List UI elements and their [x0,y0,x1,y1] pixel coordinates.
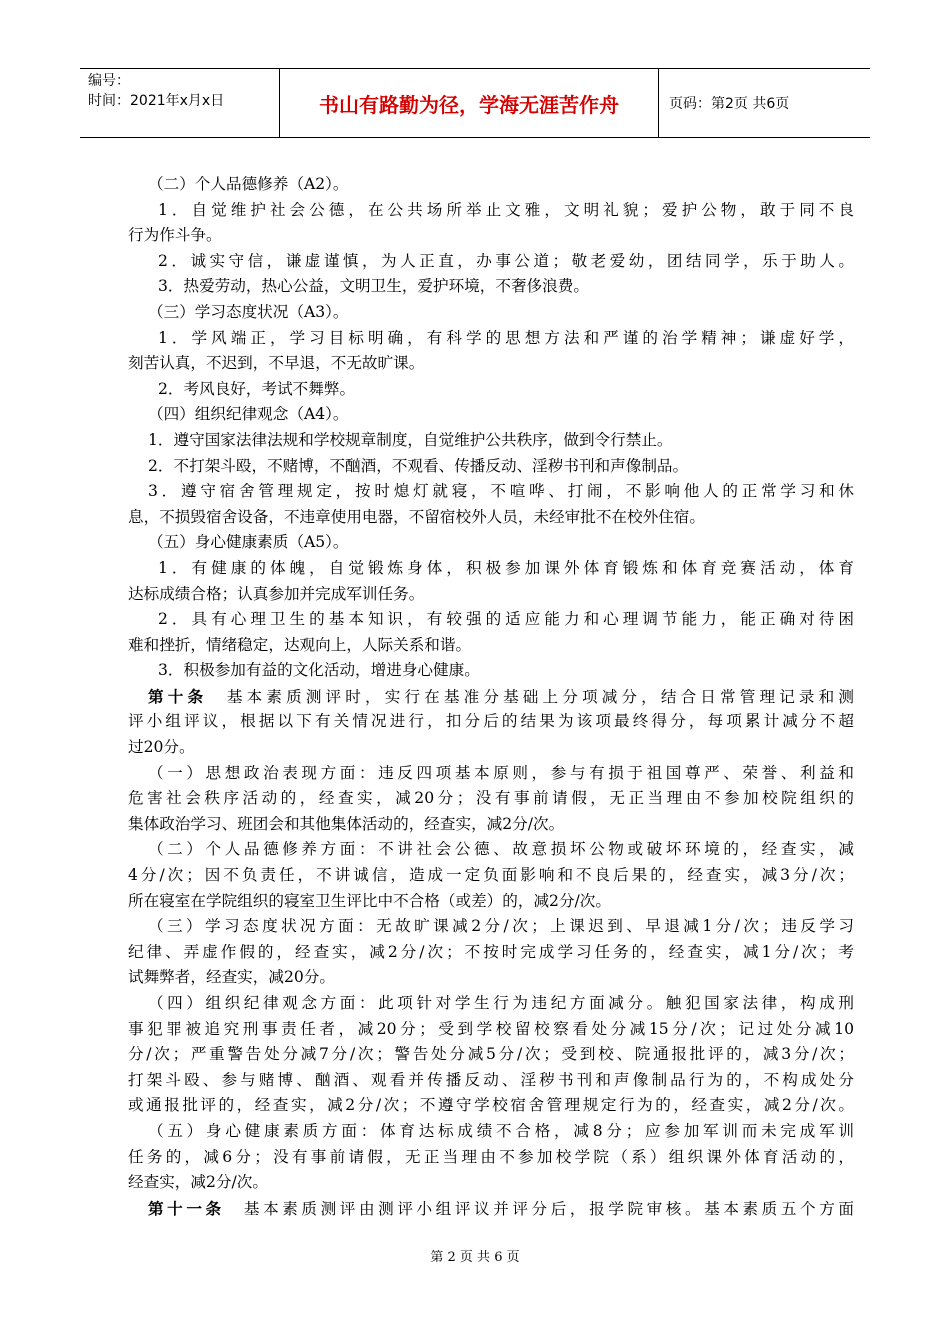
page-footer: 第 2 页 共 6 页 [430,1250,520,1265]
paragraph-line: 危害社会秩序活动的，经查实，减20分；没有事前请假，无正当理由不参加校院组织的 [128,789,854,808]
header-meta [80,69,280,137]
paragraph-line: 3．热爱劳动，热心公益，文明卫生，爱护环境，不奢侈浪费。 [158,277,589,296]
paragraph-line: 2．不打架斗殴，不赌博，不酗酒，不观看、传播反动、淫秽书刊和声像制品。 [148,456,689,475]
paragraph-line: 分/次；严重警告处分减7分/次；警告处分减5分/次；受到校、院通报批评的，减3分/次； [128,1045,854,1064]
section-heading: （二）个人品德修养（A2）。 [148,175,349,193]
paragraph-line: 1．自觉维护社会公德，在公共场所举止文雅，文明礼貌；爱护公物，敢于同不良 [158,200,854,219]
paragraph-line: 1．遵守国家法律法规和学校规章制度，自觉维护公共秩序，做到令行禁止。 [148,430,673,449]
paragraph-line: 刻苦认真，不迟到，不早退，不无故旷课。 [128,354,425,373]
paragraph-line: （三）学习态度状况方面：无故旷课减2分/次；上课迟到、早退减1分/次；违反学习 [148,917,854,936]
paragraph-line: 事犯罪被追究刑事责任者，减20分；受到学校留校察看处分减15分/次；记过处分减10 [128,1019,854,1038]
article-10-text: 基本素质测评时，实行在基准分基础上分项减分，结合日常管理记录和测 [226,687,854,706]
paragraph-line: 行为作斗争。 [128,226,222,245]
page-header [80,68,870,138]
paragraph-line: 2．考风良好，考试不舞弊。 [158,379,356,398]
section-heading: （五）身心健康素质（A5）。 [148,533,349,552]
paragraph-line: 1．有健康的体魄，自觉锻炼身体，积极参加课外体育锻炼和体育竞赛活动，体育 [158,558,854,577]
article-11-first-line [128,1196,854,1222]
article-10-label: 第十条 [148,686,208,706]
paragraph-line: 或通报批评的，经查实，减2分/次；不遵守学校宿舍管理规定行为的，经查实，减2分/次。 [128,1096,854,1115]
article-11-text: 基本素质测评由测评小组评议并评分后，报学院审核。基本素质五个方面 [243,1199,854,1218]
paragraph-line: 所在寝室在学院组织的寝室卫生评比中不合格（或差）的，减2分/次。 [128,891,611,910]
paragraph-line: 2．诚实守信，谦虚谨慎，为人正直，办事公道；敬老爱幼，团结同学，乐于助人。 [158,251,854,270]
date-label: 时间：2021年x月x日 [88,93,225,109]
section-heading: （四）组织纪律观念（A4）。 [148,405,349,424]
page-label: 页码：第2页 共6页 [669,96,790,112]
paragraph-line: 难和挫折，情绪稳定，达观向上，人际关系和谐。 [128,635,472,654]
article-10-first-line [128,684,854,710]
paragraph-line: 打架斗殴、参与赌博、酗酒、观看并传播反动、淫秽书刊和声像制品行为的，不构成处分 [128,1070,854,1089]
paragraph-line: （一）思想政治表现方面：违反四项基本原则，参与有损于祖国尊严、荣誉、利益和 [148,763,854,782]
paragraph-line: 4分/次；因不负责任，不讲诚信，造成一定负面影响和不良后果的，经查实，减3分/次； [128,866,854,885]
document-body [128,172,854,1221]
paragraph-line: 达标成绩合格；认真参加并完成军训任务。 [128,584,425,603]
paragraph-line: （二）个人品德修养方面：不讲社会公德、故意损坏公物或破坏环境的，经查实，减 [148,840,854,859]
paragraph-line: （五）身心健康素质方面：体育达标成绩不合格，减8分；应参加军训而未完成军训 [148,1121,854,1140]
paragraph-line: 3．积极参加有益的文化活动，增进身心健康。 [158,661,480,680]
paragraph-line: （四）组织纪律观念方面：此项针对学生行为违纪方面减分。触犯国家法律，构成刑 [148,994,854,1012]
motto: 书山有路勤为径，学海无涯苦作舟 [280,69,659,137]
paragraph-line: 2．具有心理卫生的基本知识，有较强的适应能力和心理调节能力，能正确对待困 [158,610,854,629]
paragraph-line: 试舞弊者，经查实，减20分。 [128,968,335,987]
paragraph-line: 过20分。 [128,738,195,757]
paragraph-line: 经查实，减2分/次。 [128,1173,268,1192]
paragraph-line: 1．学风端正，学习目标明确，有科学的思想方法和严谨的治学精神；谦虚好学， [158,328,854,347]
serial-label: 编号： [88,73,130,89]
paragraph-line: 集体政治学习、班团会和其他集体活动的，经查实，减2分/次。 [128,814,565,833]
paragraph-line: 评小组评议，根据以下有关情况进行，扣分后的结果为该项最终得分，每项累计减分不超 [128,712,854,731]
paragraph-line: 3．遵守宿舍管理规定，按时熄灯就寝，不喧哗、打闹，不影响他人的正常学习和休 [148,482,854,501]
paragraph-line: 纪律、弄虚作假的，经查实，减2分/次；不按时完成学习任务的，经查实，减1分/次；考 [128,942,854,961]
paragraph-line: 息，不损毁宿舍设备，不违章使用电器，不留宿校外人员，未经审批不在校外住宿。 [128,507,705,526]
paragraph-line: 任务的，减6分；没有事前请假，无正当理由不参加校学院（系）组织课外体育活动的， [128,1147,854,1166]
section-heading: （三）学习态度状况（A3）。 [148,302,349,321]
article-11-label: 第十一条 [148,1198,225,1218]
